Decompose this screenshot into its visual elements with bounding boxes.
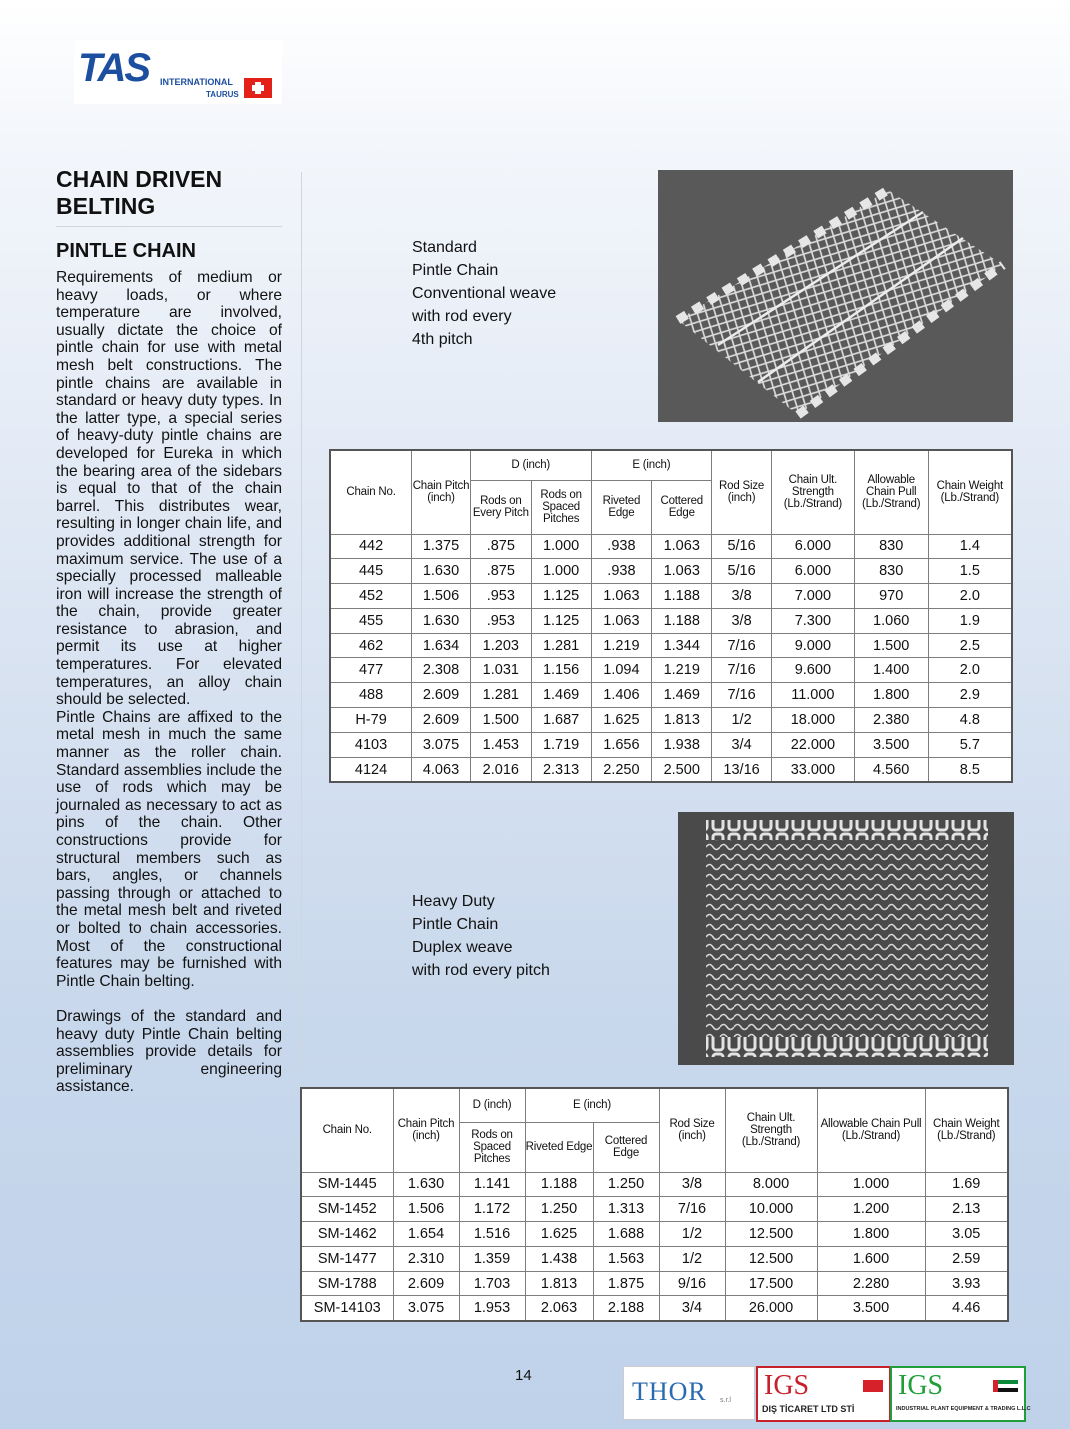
logo-intl: INTERNATIONAL: [160, 77, 233, 87]
table-cell: 1.4: [928, 534, 1012, 559]
col-ult-strength: Chain Ult. Strength (Lb./Strand): [725, 1088, 817, 1172]
table-cell: 1.800: [817, 1222, 925, 1247]
table-cell: SM-1477: [301, 1246, 393, 1271]
col-d-every: Rods on Every Pitch: [470, 480, 531, 534]
table-cell: 8.5: [928, 757, 1012, 782]
table-cell: .875: [470, 559, 531, 584]
caption-line: Pintle Chain: [412, 262, 499, 279]
table-cell: 830: [854, 559, 928, 584]
table-cell: 1.344: [652, 633, 712, 658]
table-cell: 2.9: [928, 683, 1012, 708]
table-cell: 1.813: [525, 1271, 593, 1296]
col-rod-size: Rod Size (inch): [712, 450, 772, 534]
table-row: [301, 1296, 1008, 1321]
table-cell: 3.075: [393, 1296, 459, 1321]
turkey-flag-icon: [863, 1380, 883, 1392]
table-cell: 1.506: [393, 1197, 459, 1222]
table-cell: 1.625: [525, 1222, 593, 1247]
table-body: [330, 534, 1012, 782]
table-cell: 1.469: [652, 683, 712, 708]
caption-line: Pintle Chain: [412, 916, 499, 933]
col-weight: Chain Weight (Lb./Strand): [928, 450, 1012, 534]
table-row: [330, 732, 1012, 757]
table-cell: 1.506: [412, 584, 471, 609]
table-cell: 1.5: [928, 559, 1012, 584]
table-cell: 1.688: [593, 1222, 659, 1247]
body-paragraph: Drawings of the standard and heavy duty Pintle Chain belting assemblies provide details for preliminary engineering assistance.: [56, 1007, 282, 1096]
table-cell: 1.875: [593, 1271, 659, 1296]
table-cell: 1.250: [525, 1197, 593, 1222]
table-cell: 2.500: [652, 757, 712, 782]
col-rod-size: Rod Size (inch): [659, 1088, 725, 1172]
table-cell: 3/8: [712, 608, 772, 633]
table-cell: .875: [470, 534, 531, 559]
table-cell: 452: [330, 584, 412, 609]
body-text: [56, 269, 282, 1096]
table-cell: 1.453: [470, 732, 531, 757]
table-cell: 3.500: [854, 732, 928, 757]
table-cell: 445: [330, 559, 412, 584]
col-pitch: Chain Pitch (inch): [412, 450, 471, 534]
col-chain-no: Chain No.: [330, 450, 412, 534]
table-row: [330, 559, 1012, 584]
heavy-duty-chain-caption: [412, 890, 642, 982]
col-chain-no: Chain No.: [301, 1088, 393, 1172]
table-cell: 5/16: [712, 559, 772, 584]
table-cell: 1.563: [593, 1246, 659, 1271]
table-cell: 1.406: [591, 683, 652, 708]
table-cell: 1.141: [459, 1172, 525, 1197]
table-cell: 12.500: [725, 1246, 817, 1271]
caption-line: Conventional weave: [412, 285, 557, 302]
table-cell: 5.7: [928, 732, 1012, 757]
table-cell: 462: [330, 633, 412, 658]
table-cell: 1.313: [593, 1197, 659, 1222]
col-e-riveted: Riveted Edge: [591, 480, 652, 534]
table-cell: 11.000: [771, 683, 854, 708]
col-d-spaced: Rods on Spaced Pitches: [531, 480, 591, 534]
table-cell: 7/16: [712, 683, 772, 708]
table-cell: 7/16: [712, 658, 772, 683]
table-cell: 1.031: [470, 658, 531, 683]
table-cell: H-79: [330, 708, 412, 733]
table-row: [330, 708, 1012, 733]
table-cell: 13/16: [712, 757, 772, 782]
standard-chain-caption: [412, 236, 642, 351]
table-cell: 7.000: [771, 584, 854, 609]
table-row: [301, 1246, 1008, 1271]
table-cell: 970: [854, 584, 928, 609]
table-cell: 2.016: [470, 757, 531, 782]
table-cell: 1.125: [531, 584, 591, 609]
caption-line: Duplex weave: [412, 939, 513, 956]
table-cell: 1.69: [925, 1172, 1008, 1197]
table-cell: 4103: [330, 732, 412, 757]
page-number: 14: [515, 1367, 532, 1384]
table-cell: 455: [330, 608, 412, 633]
table-cell: 1.438: [525, 1246, 593, 1271]
table-cell: 9.600: [771, 658, 854, 683]
caption-line: 4th pitch: [412, 331, 473, 348]
table-cell: 9.000: [771, 633, 854, 658]
table-cell: SM-14103: [301, 1296, 393, 1321]
table-cell: .953: [470, 608, 531, 633]
col-d: D (inch): [459, 1088, 525, 1122]
logo-brand: TAS: [78, 46, 150, 90]
table-cell: SM-1788: [301, 1271, 393, 1296]
col-allowable-pull: Allowable Chain Pull (Lb./Strand): [854, 450, 928, 534]
table-row: [330, 584, 1012, 609]
table-cell: 1.359: [459, 1246, 525, 1271]
table-cell: 4.46: [925, 1296, 1008, 1321]
table-cell: 2.380: [854, 708, 928, 733]
table-cell: .938: [591, 559, 652, 584]
table-cell: 2.188: [593, 1296, 659, 1321]
table-cell: 4.063: [412, 757, 471, 782]
table-row: [301, 1222, 1008, 1247]
table-cell: 1.634: [412, 633, 471, 658]
table-cell: 1.654: [393, 1222, 459, 1247]
table-cell: 3.075: [412, 732, 471, 757]
table-cell: 1.400: [854, 658, 928, 683]
company-logo: [74, 40, 282, 104]
col-e-cottered: Cottered Edge: [652, 480, 712, 534]
table-cell: 2.13: [925, 1197, 1008, 1222]
table-cell: 2.5: [928, 633, 1012, 658]
table-cell: 1.625: [591, 708, 652, 733]
table-cell: 1.703: [459, 1271, 525, 1296]
table-cell: 3.500: [817, 1296, 925, 1321]
table-row: [330, 633, 1012, 658]
col-allowable-pull: Allowable Chain Pull (Lb./Strand): [817, 1088, 925, 1172]
table-cell: 1.630: [412, 559, 471, 584]
table-cell: 2.310: [393, 1246, 459, 1271]
table-row: [330, 608, 1012, 633]
table-row: [330, 658, 1012, 683]
standard-pintle-chain-table: [329, 449, 1013, 783]
col-e-riveted: Riveted Edge: [525, 1122, 593, 1172]
col-pitch: Chain Pitch (inch): [393, 1088, 459, 1172]
table-cell: 2.250: [591, 757, 652, 782]
table-cell: 1.060: [854, 608, 928, 633]
col-e-cottered: Cottered Edge: [593, 1122, 659, 1172]
standard-pintle-chain-photo: [658, 170, 1013, 422]
table-cell: 2.609: [412, 683, 471, 708]
table-cell: 488: [330, 683, 412, 708]
table-cell: 1.600: [817, 1246, 925, 1271]
table-cell: 1.250: [593, 1172, 659, 1197]
table-cell: 1.156: [531, 658, 591, 683]
table-cell: 1.281: [531, 633, 591, 658]
table-row: [301, 1172, 1008, 1197]
table-cell: 3/8: [659, 1172, 725, 1197]
table-row: [301, 1197, 1008, 1222]
table-row: [330, 757, 1012, 782]
table-cell: 1.172: [459, 1197, 525, 1222]
table-cell: 8.000: [725, 1172, 817, 1197]
table-cell: 1.063: [591, 584, 652, 609]
table-cell: 1.630: [393, 1172, 459, 1197]
table-row: [330, 683, 1012, 708]
table-cell: 26.000: [725, 1296, 817, 1321]
logo-taurus: TAURUS: [206, 90, 239, 99]
table-cell: 1.188: [652, 584, 712, 609]
table-row: [301, 1271, 1008, 1296]
table-cell: 2.609: [393, 1271, 459, 1296]
table-cell: 1.000: [531, 534, 591, 559]
table-cell: 2.308: [412, 658, 471, 683]
col-e: E (inch): [525, 1088, 659, 1122]
table-cell: 1.219: [591, 633, 652, 658]
table-cell: 3/4: [659, 1296, 725, 1321]
table-cell: 1.953: [459, 1296, 525, 1321]
table-cell: 1.094: [591, 658, 652, 683]
table-cell: 9/16: [659, 1271, 725, 1296]
caption-line: Standard: [412, 239, 477, 256]
col-e: E (inch): [591, 450, 712, 480]
page-title: CHAIN DRIVEN BELTING: [56, 166, 223, 219]
body-paragraph: Requirements of medium or heavy loads, or where temperature are involved, usually dictate the choice of pintle chain for use with metal mesh belt constructions. The pintle chains are available in standard or heavy duty types. In the latter type, a special series of heavy-duty pintle chains are developed for Eureka in which the bearing area of the sidebars is equal to that of the chain barrel. This distributes wear, resulting in longer chain life, and provides additional strength for maximum service. The use of a specially processed malleable iron will increase the strength of the chain, provide greater resistance to abrasion, and permit its use at higher temperatures. For elevated temperatures, an alloy chain should be selected.: [56, 269, 282, 709]
table-cell: 3/8: [712, 584, 772, 609]
table-cell: 1.719: [531, 732, 591, 757]
table-cell: 830: [854, 534, 928, 559]
table-cell: 1.000: [817, 1172, 925, 1197]
table-cell: 1.813: [652, 708, 712, 733]
table-cell: 3.05: [925, 1222, 1008, 1247]
table-cell: 6.000: [771, 559, 854, 584]
table-cell: 5/16: [712, 534, 772, 559]
table-cell: 1.375: [412, 534, 471, 559]
table-cell: 2.59: [925, 1246, 1008, 1271]
section-title: PINTLE CHAIN: [56, 240, 196, 262]
body-paragraph: Pintle Chains are affixed to the metal mesh in much the same manner as the roller chain. Standard assemblies include the use of rods which may be journaled as necessary to act as pins of the chain. Other constructions provide for structural members such as bars, angles, or channels passing through or attached to the metal mesh belt and riveted or bolted to chain accessories. Most of the constructional features may be furnished with Pintle Chain belting.: [56, 708, 282, 990]
table-cell: 2.609: [412, 708, 471, 733]
igs-logo-sub: DIŞ TİCARET LTD STİ: [762, 1404, 855, 1414]
table-cell: 1.500: [470, 708, 531, 733]
caption-line: Heavy Duty: [412, 893, 495, 910]
table-cell: 18.000: [771, 708, 854, 733]
table-cell: 1.188: [525, 1172, 593, 1197]
table-cell: 2.063: [525, 1296, 593, 1321]
table-cell: .938: [591, 534, 652, 559]
table-cell: .953: [470, 584, 531, 609]
table-cell: SM-1462: [301, 1222, 393, 1247]
table-cell: 1.500: [854, 633, 928, 658]
table-cell: 1.800: [854, 683, 928, 708]
table-cell: 3/4: [712, 732, 772, 757]
table-cell: 12.500: [725, 1222, 817, 1247]
table-cell: 1/2: [712, 708, 772, 733]
table-cell: 1/2: [659, 1222, 725, 1247]
table-cell: 1.063: [652, 559, 712, 584]
table-cell: 1.630: [412, 608, 471, 633]
heavy-duty-pintle-chain-photo: [678, 812, 1014, 1065]
igs-logo-text: IGS: [764, 1370, 810, 1401]
table-cell: SM-1445: [301, 1172, 393, 1197]
caption-line: with rod every: [412, 308, 512, 325]
table-cell: 1.188: [652, 608, 712, 633]
table-cell: 3.93: [925, 1271, 1008, 1296]
igs-turkey-logo: [756, 1366, 891, 1422]
table-cell: 17.500: [725, 1271, 817, 1296]
table-cell: 1.063: [591, 608, 652, 633]
column-divider: [301, 172, 302, 1070]
igs-logo-text: IGS: [898, 1370, 944, 1401]
table-cell: 1.125: [531, 608, 591, 633]
col-d: D (inch): [470, 450, 591, 480]
table-cell: 7/16: [712, 633, 772, 658]
table-cell: 1.000: [531, 559, 591, 584]
heavy-duty-pintle-chain-table: [300, 1087, 1009, 1322]
table-cell: 7.300: [771, 608, 854, 633]
igs-uae-logo: [890, 1366, 1031, 1422]
thor-logo-sub: s.r.l: [720, 1397, 731, 1404]
table-cell: 33.000: [771, 757, 854, 782]
table-body: [301, 1172, 1008, 1321]
table-cell: 10.000: [725, 1197, 817, 1222]
table-cell: 2.0: [928, 658, 1012, 683]
swiss-flag-icon: [244, 78, 272, 98]
col-weight: Chain Weight (Lb./Strand): [925, 1088, 1008, 1172]
table-cell: 1.200: [817, 1197, 925, 1222]
col-d-spaced: Rods on Spaced Pitches: [459, 1122, 525, 1172]
igs-logo-sub: INDUSTRIAL PLANT EQUIPMENT & TRADING L.L.C: [896, 1406, 1031, 1412]
table-cell: 2.280: [817, 1271, 925, 1296]
table-cell: 1.219: [652, 658, 712, 683]
table-cell: 1.938: [652, 732, 712, 757]
table-cell: 1.203: [470, 633, 531, 658]
table-cell: 2.0: [928, 584, 1012, 609]
title-divider: [56, 226, 282, 227]
table-cell: 1.063: [652, 534, 712, 559]
col-ult-strength: Chain Ult. Strength (Lb./Strand): [771, 450, 854, 534]
table-cell: 1.469: [531, 683, 591, 708]
table-row: [330, 534, 1012, 559]
table-cell: 4124: [330, 757, 412, 782]
table-cell: 1.9: [928, 608, 1012, 633]
thor-logo-text: THOR: [632, 1377, 707, 1406]
table-cell: 442: [330, 534, 412, 559]
table-cell: 477: [330, 658, 412, 683]
table-cell: 1.281: [470, 683, 531, 708]
table-cell: 1.516: [459, 1222, 525, 1247]
table-cell: 7/16: [659, 1197, 725, 1222]
table-cell: 4.560: [854, 757, 928, 782]
table-cell: 1/2: [659, 1246, 725, 1271]
uae-flag-icon: [993, 1380, 1018, 1392]
table-cell: 1.656: [591, 732, 652, 757]
caption-line: with rod every pitch: [412, 962, 550, 979]
table-cell: 4.8: [928, 708, 1012, 733]
thor-logo: [623, 1366, 755, 1420]
table-cell: 1.687: [531, 708, 591, 733]
table-cell: 6.000: [771, 534, 854, 559]
table-cell: 2.313: [531, 757, 591, 782]
table-cell: SM-1452: [301, 1197, 393, 1222]
table-cell: 22.000: [771, 732, 854, 757]
